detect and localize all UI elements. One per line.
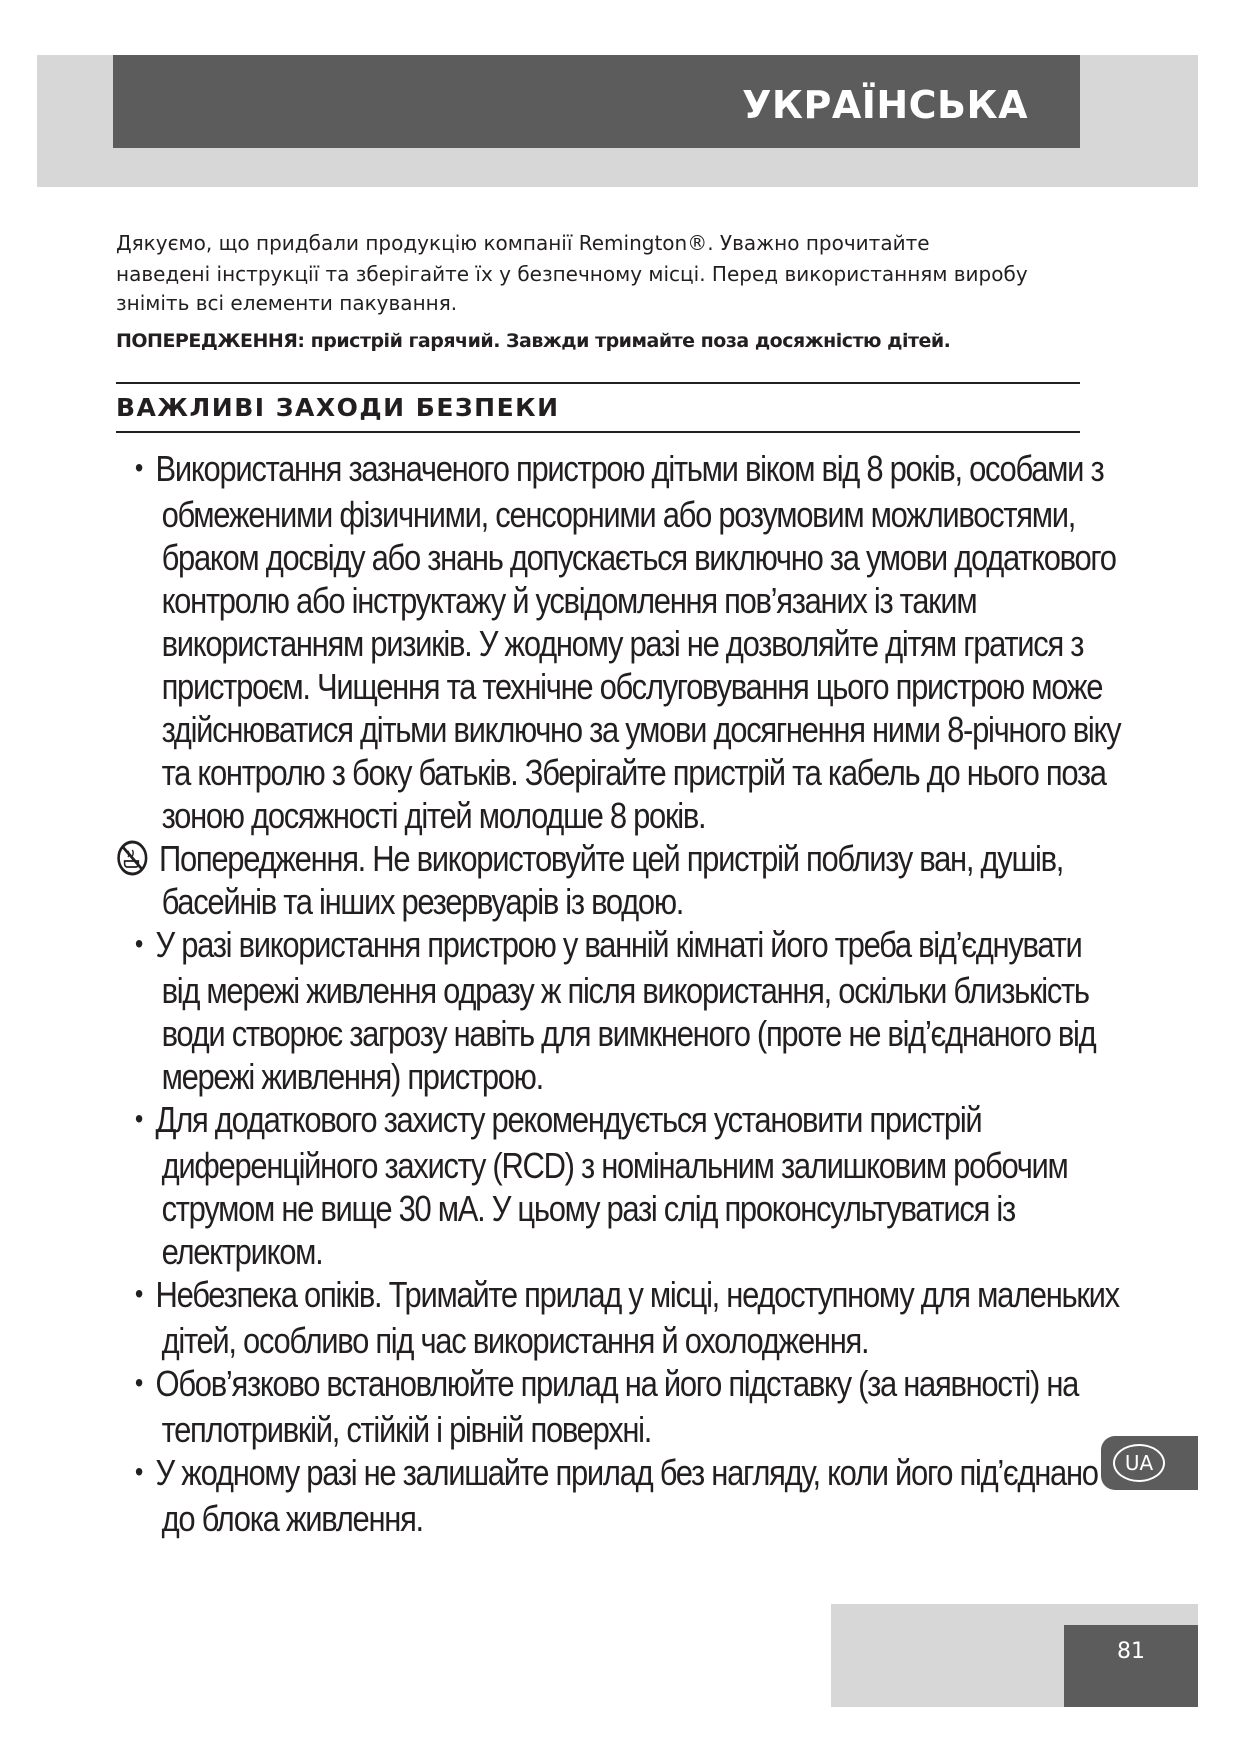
bullet: • bbox=[134, 1367, 143, 1398]
language-tab bbox=[1101, 1436, 1198, 1490]
safety-item-text: Для додаткового захисту рекомендується установити пристрій диференційного захисту (RCD) з номінальним залишковим робочим струмом не вище 30 мА. У цьому разі слід проконсультуватися із електриком. bbox=[155, 1099, 1068, 1272]
page-number: 81 bbox=[1117, 1639, 1145, 1664]
safety-item-children bbox=[116, 447, 1125, 837]
intro-line-2: наведені інструкції та зберігайте їх у безпечному місці. Перед використанням виробу bbox=[116, 262, 1028, 286]
intro-line-1: Дякуємо, що придбали продукцію компанії Remington®. Уважно прочитайте bbox=[116, 231, 930, 255]
bullet: • bbox=[134, 452, 143, 483]
language-badge: UA bbox=[1113, 1444, 1165, 1482]
page-title: УКРАЇНСЬКА bbox=[742, 83, 1028, 127]
bullet: • bbox=[134, 1103, 143, 1134]
safety-item-text: Попередження. Не використовуйте цей пристрій поблизу ван, душів, басейнів та інших резервуарів із водою. bbox=[159, 838, 1064, 922]
intro-line-3: зніміть всі елементи пакування. bbox=[116, 291, 458, 315]
safety-item-stand bbox=[116, 1362, 1125, 1451]
safety-item-text: Використання зазначеного пристрою дітьми віком від 8 років, особами з обмеженими фізичними, сенсорними або розумовим можливостями, браком досвіду або знань допускається виключно за умови додаткового контролю або інструктажу й усвідомлення пов’язаних із таким використанням ризиків. У жодному разі не дозволяйте дітям гратися з пристроєм. Чищення та технічне обслуговування цього пристрою може здійснюватися дітьми виключно за умови досягнення ними 8-річного віку та контролю з боку батьків. Зберігайте пристрій та кабель до нього поза зоною досяжності дітей молодше 8 років. bbox=[155, 448, 1121, 836]
safety-item-text: У жодному разі не залишайте прилад без нагляду, коли його під’єднано до блока живлення. bbox=[155, 1452, 1098, 1539]
section-rule-top bbox=[116, 382, 1080, 384]
bullet: • bbox=[134, 1456, 143, 1487]
safety-item-water-warning bbox=[116, 837, 1125, 923]
safety-item-unattended bbox=[116, 1451, 1125, 1540]
safety-item-bathroom bbox=[116, 923, 1125, 1098]
no-bath-icon bbox=[116, 839, 149, 877]
safety-item-rcd bbox=[116, 1098, 1125, 1273]
section-title: ВАЖЛИВІ ЗАХОДИ БЕЗПЕКИ bbox=[116, 393, 560, 422]
safety-list bbox=[116, 447, 1121, 1540]
safety-item-text: Небезпека опіків. Тримайте прилад у місці, недоступному для маленьких дітей, особливо під час використання й охолодження. bbox=[155, 1274, 1119, 1361]
section-rule-bottom bbox=[116, 431, 1080, 433]
safety-item-text: Обов’язково встановлюйте прилад на його підставку (за наявності) на теплотривкій, стійкій і рівній поверхні. bbox=[155, 1363, 1079, 1450]
safety-item-burns bbox=[116, 1273, 1125, 1362]
hot-warning: ПОПЕРЕДЖЕННЯ: пристрій гарячий. Завжди тримайте поза досяжністю дітей. bbox=[116, 330, 951, 352]
footer-page-box bbox=[1064, 1625, 1198, 1707]
bullet: • bbox=[134, 928, 143, 959]
header-bar bbox=[113, 55, 1080, 148]
safety-item-text: У разі використання пристрою у ванній кімнаті його треба від’єднувати від мережі живлення одразу ж після використання, оскільки близькість води створює загрозу навіть для вимкненого (проте не від’єднаного від мережі живлення) пристрою. bbox=[155, 924, 1096, 1097]
intro-text bbox=[116, 228, 1076, 319]
bullet: • bbox=[134, 1278, 143, 1309]
